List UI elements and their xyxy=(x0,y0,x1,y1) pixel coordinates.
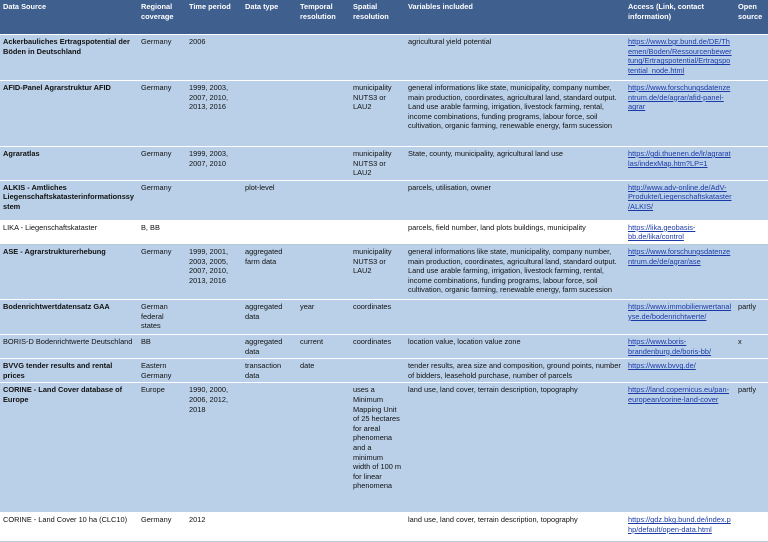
regional-coverage-cell xyxy=(138,383,186,513)
regional-coverage-text: Eastern Germany xyxy=(141,361,172,380)
spatial-resolution-text: coordinates xyxy=(353,336,392,346)
data-source-cell xyxy=(0,383,138,513)
regional-coverage-text: Germany xyxy=(141,246,172,256)
table-row xyxy=(0,383,768,513)
regional-coverage-text: BB xyxy=(141,336,151,346)
spatial-resolution-cell xyxy=(350,81,405,147)
variables-text: general informations like state, municipality, company number, main production, coordinates, agricultural land, standard output. Land use arable farming, irrigation, livestock farming, rental, income combinations, funding programs, labour force, soil cultivation, organic farming, renewable energy, farm sucession xyxy=(408,83,617,131)
variables-cell xyxy=(405,35,625,81)
regional-coverage-text: B, BB xyxy=(141,222,160,232)
data-type-text: aggregated farm data xyxy=(245,246,283,266)
temporal-resolution-cell xyxy=(297,81,350,147)
header-spatial-resolution: Spatial resolution xyxy=(350,0,405,35)
temporal-resolution-cell xyxy=(297,383,350,513)
regional-coverage-text: Germany xyxy=(141,83,172,92)
temporal-resolution-cell xyxy=(297,334,350,358)
spatial-resolution-text: municipality NUTS3 or LAU2 xyxy=(353,83,392,112)
variables-cell xyxy=(405,299,625,334)
regional-coverage-cell xyxy=(138,513,186,542)
data-source-text: Ackerbauliches Ertragspotential der Böden in Deutschland xyxy=(3,37,130,56)
variables-text: agricultural yield potential xyxy=(408,37,492,46)
open-source-cell xyxy=(735,81,768,147)
open-source-cell xyxy=(735,383,768,513)
data-source-cell xyxy=(0,299,138,334)
time-period-cell xyxy=(186,244,242,299)
regional-coverage-cell xyxy=(138,359,186,383)
access-link-cell xyxy=(625,81,735,147)
header-variables: Variables included xyxy=(405,0,625,35)
variables-cell xyxy=(405,359,625,383)
open-source-text: partly xyxy=(738,301,757,311)
data-source-text: Bodenrichtwertdatensatz GAA xyxy=(3,301,110,311)
access-link[interactable]: https://www.immobilienwertanalyse.de/bodenrichtwerte/ xyxy=(628,301,732,321)
data-type-cell xyxy=(242,299,297,334)
time-period-cell xyxy=(186,147,242,181)
variables-cell xyxy=(405,513,625,542)
access-link-cell xyxy=(625,180,735,220)
spatial-resolution-cell xyxy=(350,299,405,334)
time-period-cell xyxy=(186,334,242,358)
regional-coverage-text: German federal states xyxy=(141,301,168,331)
variables-text: general informations like state, municipality, company number, main production, coordinates, agricultural land, standard output. Land use arable farming, irrigation, livestock farming, rental, income combinations, funding programs, labour force, soil cultivation, organic farming, renewable energy, farm sucession xyxy=(408,246,617,295)
open-source-cell xyxy=(735,334,768,358)
time-period-text: 1990, 2000, 2006, 2012, 2018 xyxy=(189,385,229,414)
temporal-resolution-cell xyxy=(297,147,350,181)
open-source-cell xyxy=(735,147,768,181)
open-source-cell xyxy=(735,244,768,299)
spatial-resolution-text: coordinates xyxy=(353,301,392,311)
open-source-cell xyxy=(735,359,768,383)
header-open-source: Open source xyxy=(735,0,768,35)
spatial-resolution-cell xyxy=(350,35,405,81)
table-row xyxy=(0,81,768,147)
data-source-text: CORINE - Land Cover 10 ha (CLC10) xyxy=(3,515,128,525)
time-period-cell xyxy=(186,299,242,334)
header-data-source: Data Source xyxy=(0,0,138,35)
data-type-cell xyxy=(242,359,297,383)
data-type-cell xyxy=(242,383,297,513)
data-source-text: BORIS-D Bodenrichtwerte Deutschland xyxy=(3,336,133,346)
temporal-resolution-cell xyxy=(297,299,350,334)
temporal-resolution-text: current xyxy=(300,336,324,346)
access-link-cell xyxy=(625,35,735,81)
variables-text: State, county, municipality, agricultural land use xyxy=(408,149,564,158)
data-source-text: BVVG tender results and rental prices xyxy=(3,361,113,380)
table-row xyxy=(0,180,768,220)
access-link[interactable]: https://www.bgr.bund.de/DE/Themen/Boden/Ressourcenbewertung/Ertragspotential/Ertragspotential_node.html xyxy=(628,37,732,75)
regional-coverage-text: Europe xyxy=(141,385,165,395)
access-link[interactable]: https://www.forschungsdatenzentrum.de/de/agrar/afid-panel-agrar xyxy=(628,83,731,112)
regional-coverage-cell xyxy=(138,299,186,334)
spatial-resolution-text: municipality NUTS3 or LAU2 xyxy=(353,246,392,276)
access-link[interactable]: https://www.boris-brandenburg.de/boris-bb/ xyxy=(628,336,711,356)
table-row xyxy=(0,35,768,81)
data-source-cell xyxy=(0,147,138,181)
regional-coverage-text: Germany xyxy=(141,182,172,192)
spatial-resolution-cell xyxy=(350,220,405,244)
spatial-resolution-text: uses a Minimum Mapping Unit of 25 hectares for areal phenomena and a minimum width of 100 m for linear phenomena xyxy=(353,385,402,491)
regional-coverage-cell xyxy=(138,35,186,81)
spatial-resolution-text: municipality NUTS3 or LAU2 xyxy=(353,149,392,178)
variables-cell xyxy=(405,220,625,244)
variables-text: land use, land cover, terrain description, topography xyxy=(408,515,578,525)
data-source-cell xyxy=(0,220,138,244)
variables-text: land use, land cover, terrain description, topography xyxy=(408,385,578,395)
variables-cell xyxy=(405,383,625,513)
spatial-resolution-cell xyxy=(350,513,405,542)
temporal-resolution-cell xyxy=(297,359,350,383)
data-source-cell xyxy=(0,244,138,299)
header-time-period: Time period xyxy=(186,0,242,35)
data-type-text: transaction data xyxy=(245,361,282,380)
spatial-resolution-cell xyxy=(350,359,405,383)
table-row xyxy=(0,220,768,244)
time-period-cell xyxy=(186,180,242,220)
data-type-cell xyxy=(242,334,297,358)
open-source-text: partly xyxy=(738,385,757,395)
open-source-cell xyxy=(735,220,768,244)
variables-cell xyxy=(405,81,625,147)
header-regional-coverage: Regional coverage xyxy=(138,0,186,35)
spatial-resolution-cell xyxy=(350,334,405,358)
variables-cell xyxy=(405,334,625,358)
access-link-cell xyxy=(625,334,735,358)
variables-text: parcels, field number, land plots buildings, municipality xyxy=(408,222,586,232)
data-type-text: aggregated data xyxy=(245,301,283,321)
data-source-text: ALKIS - Amtliches Liegenschaftskatasterinformationssystem xyxy=(3,182,135,211)
data-type-cell xyxy=(242,147,297,181)
regional-coverage-cell xyxy=(138,180,186,220)
open-source-cell xyxy=(735,513,768,542)
variables-cell xyxy=(405,244,625,299)
open-source-cell xyxy=(735,35,768,81)
open-source-cell xyxy=(735,180,768,220)
access-link-cell xyxy=(625,299,735,334)
table-row xyxy=(0,244,768,299)
spatial-resolution-cell xyxy=(350,383,405,513)
table-row xyxy=(0,299,768,334)
regional-coverage-text: Germany xyxy=(141,149,172,158)
access-link-cell xyxy=(625,359,735,383)
temporal-resolution-cell xyxy=(297,513,350,542)
access-link[interactable]: https://gdz.bkg.bund.de/index.php/default/open-data.html xyxy=(628,515,731,534)
access-link[interactable]: https://www.forschungsdatenzentrum.de/de/agrar/ase xyxy=(628,246,731,266)
table-row xyxy=(0,334,768,358)
access-link[interactable]: https://www.bvvg.de/ xyxy=(628,361,696,371)
time-period-cell xyxy=(186,35,242,81)
variables-cell xyxy=(405,180,625,220)
variables-text: tender results, area size and composition, ground points, number of bidders, leasehold purchase, number of parcels xyxy=(408,361,621,380)
access-link[interactable]: https://lika.geobasis-bb.de/lika/control xyxy=(628,222,696,242)
data-source-cell xyxy=(0,180,138,220)
access-link-cell xyxy=(625,383,735,513)
header-temporal-resolution: Temporal resolution xyxy=(297,0,350,35)
data-type-cell xyxy=(242,513,297,542)
data-source-text: AFID-Panel Agrarstruktur AFID xyxy=(3,83,111,92)
data-source-text: CORINE - Land Cover database of Europe xyxy=(3,385,123,404)
regional-coverage-cell xyxy=(138,147,186,181)
spatial-resolution-cell xyxy=(350,180,405,220)
access-link-cell xyxy=(625,244,735,299)
open-source-text: x xyxy=(738,336,742,346)
regional-coverage-cell xyxy=(138,81,186,147)
spatial-resolution-cell xyxy=(350,147,405,181)
variables-cell xyxy=(405,147,625,181)
temporal-resolution-cell xyxy=(297,244,350,299)
temporal-resolution-text: date xyxy=(300,361,315,371)
data-source-text: LIKA - Liegenschaftskataster xyxy=(3,222,98,232)
variables-text: location value, location value zone xyxy=(408,336,521,346)
access-link[interactable]: https://gdi.thuenen.de/lr/agraratlas/indexMap.htm?LP=1 xyxy=(628,149,731,168)
time-period-cell xyxy=(186,359,242,383)
data-type-cell xyxy=(242,35,297,81)
data-source-cell xyxy=(0,359,138,383)
temporal-resolution-cell xyxy=(297,180,350,220)
access-link[interactable]: https://land.copernicus.eu/pan-european/corine-land-cover xyxy=(628,385,730,404)
regional-coverage-cell xyxy=(138,220,186,244)
temporal-resolution-cell xyxy=(297,35,350,81)
open-source-cell xyxy=(735,299,768,334)
header-row xyxy=(0,0,768,35)
regional-coverage-cell xyxy=(138,244,186,299)
data-source-cell xyxy=(0,81,138,147)
time-period-cell xyxy=(186,81,242,147)
spatial-resolution-cell xyxy=(350,244,405,299)
regional-coverage-text: Germany xyxy=(141,37,172,46)
time-period-cell xyxy=(186,220,242,244)
data-type-text: aggregated data xyxy=(245,336,283,356)
time-period-text: 2012 xyxy=(189,515,206,525)
data-source-cell xyxy=(0,513,138,542)
time-period-text: 2006 xyxy=(189,37,206,46)
header-access: Access (Link, contact information) xyxy=(625,0,735,35)
temporal-resolution-text: year xyxy=(300,301,315,311)
data-type-text: plot-level xyxy=(245,182,275,192)
time-period-cell xyxy=(186,513,242,542)
data-source-cell xyxy=(0,35,138,81)
table-row xyxy=(0,359,768,383)
access-link-cell xyxy=(625,147,735,181)
time-period-text: 1999, 2003, 2007, 2010 xyxy=(189,149,229,168)
table-row xyxy=(0,513,768,542)
access-link-cell xyxy=(625,513,735,542)
data-type-cell xyxy=(242,220,297,244)
time-period-text: 1999, 2003, 2007, 2010, 2013, 2016 xyxy=(189,83,229,112)
time-period-cell xyxy=(186,383,242,513)
time-period-text: 1999, 2001, 2003, 2005, 2007, 2010, 2013, 2016 xyxy=(189,246,229,285)
regional-coverage-text: Germany xyxy=(141,515,172,525)
data-type-cell xyxy=(242,244,297,299)
data-source-text: ASE - Agrarstrukturerhebung xyxy=(3,246,106,256)
variables-text: parcels, utilisation, owner xyxy=(408,182,491,192)
data-source-text: Agraratlas xyxy=(3,149,40,158)
regional-coverage-cell xyxy=(138,334,186,358)
access-link[interactable]: http://www.adv-online.de/AdV-Produkte/Liegenschaftskataster/ALKIS/ xyxy=(628,182,732,211)
temporal-resolution-cell xyxy=(297,220,350,244)
data-source-cell xyxy=(0,334,138,358)
access-link-cell xyxy=(625,220,735,244)
header-data-type: Data type xyxy=(242,0,297,35)
data-type-cell xyxy=(242,180,297,220)
data-type-cell xyxy=(242,81,297,147)
table-row xyxy=(0,147,768,181)
